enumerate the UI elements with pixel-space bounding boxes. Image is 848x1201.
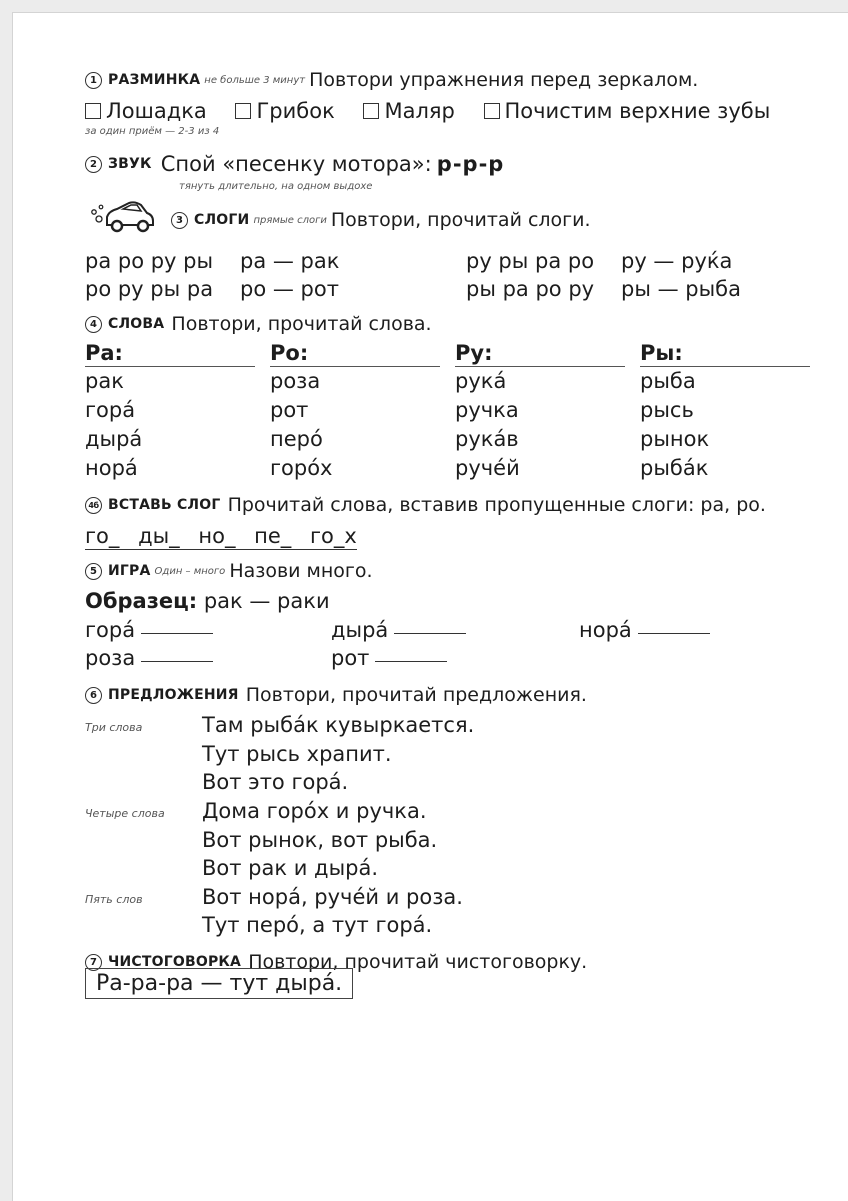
plural-item (331, 646, 447, 670)
word: рысь (640, 398, 694, 422)
section-2-header (85, 152, 504, 176)
answer-blank[interactable] (375, 660, 447, 662)
answer-blank[interactable] (141, 632, 213, 634)
plural-word: горá (85, 618, 136, 642)
section-instruction: Повтори, прочитай слова. (171, 313, 432, 335)
word: рукá (455, 369, 507, 393)
word: норá (85, 456, 138, 480)
fill-in-word[interactable]: го_ (85, 524, 120, 548)
section-1-header (85, 69, 698, 91)
word: горá (85, 398, 136, 422)
section-title: ЧИСТОГОВОРКА (108, 954, 242, 970)
section-number: 4 (85, 316, 102, 333)
section-instruction: Прочитай слова, вставив пропущенные слоги: ра, ро. (227, 494, 766, 516)
sample-text: рак — раки (203, 589, 330, 613)
section-title: СЛОВА (108, 316, 165, 332)
word: дырá (85, 427, 143, 451)
word: рукáв (455, 427, 519, 451)
car-icon (89, 197, 159, 237)
section-number: 3 (171, 212, 188, 229)
plural-word: роза (85, 646, 136, 670)
checklist-label: Почистим верхние зубы (504, 99, 771, 123)
plural-word: дырá (331, 618, 389, 642)
plural-word: рот (331, 646, 370, 670)
section-number: 7 (85, 954, 102, 971)
fill-in-words (85, 524, 357, 550)
plural-word: норá (579, 618, 632, 642)
word: рынок (640, 427, 710, 451)
sentence: Тут рысь храпит. (202, 742, 392, 766)
section-number: 2 (85, 156, 102, 173)
section-note: тянуть длительно, на одном выдохе (179, 181, 373, 192)
section-title: СЛОГИ (194, 212, 250, 228)
plural-item (85, 646, 213, 670)
fill-in-word[interactable]: го_х (309, 524, 357, 548)
word-column (270, 341, 440, 483)
checkbox[interactable] (363, 103, 379, 119)
section-title: ПРЕДЛОЖЕНИЯ (108, 687, 239, 703)
section-3-header (171, 209, 591, 231)
section-title: РАЗМИНКА (108, 72, 201, 88)
word: рак (85, 369, 124, 393)
word: ручка (455, 398, 519, 422)
section-note: прямые слоги (253, 214, 327, 226)
section-instruction: Повтори, прочитай слоги. (330, 209, 591, 231)
word-column (85, 341, 255, 483)
group-label: Четыре слова (85, 807, 165, 820)
syllable-row: ры ра ро ру (466, 277, 595, 301)
checklist-label: Лошадка (106, 99, 207, 123)
section-instruction: Повтори упражнения перед зеркалом. (309, 69, 699, 91)
section-subnote: за один приём — 2-3 из 4 (85, 126, 220, 137)
word-column (455, 341, 625, 483)
plural-item (579, 618, 710, 642)
syllable-pair: ро — рот (240, 277, 339, 301)
checklist-label: Маляр (384, 99, 455, 123)
group-label: Три слова (85, 721, 143, 734)
tongue-twister-box: Ра-ра-ра — тут дырá. (85, 968, 353, 999)
syllable-pair: ру — руќа (621, 249, 733, 273)
word: рыба (640, 369, 696, 393)
section-note: не больше 3 минут (204, 74, 306, 86)
sentence: Вот норá, ручéй и роза. (202, 885, 463, 909)
section-6-header (85, 684, 587, 706)
sentence: Дома горóх и ручка. (202, 799, 427, 823)
sample-line (85, 589, 330, 613)
word-column (640, 341, 810, 483)
fill-in-word[interactable]: ды_ (138, 524, 180, 548)
answer-blank[interactable] (638, 632, 710, 634)
checklist-item[interactable] (484, 99, 771, 123)
checklist-item[interactable] (363, 99, 454, 123)
word: ручéй (455, 456, 520, 480)
group-label: Пять слов (85, 893, 143, 906)
word: рыбáк (640, 456, 709, 480)
checklist-item[interactable] (235, 99, 334, 123)
sample-label: Образец: (85, 589, 198, 613)
section-title: ИГРА (108, 563, 151, 579)
checkbox[interactable] (235, 103, 251, 119)
plural-item (85, 618, 213, 642)
sentence: Там рыбáк кувыркается. (202, 713, 475, 737)
checklist-label: Грибок (256, 99, 335, 123)
section-instruction: Повтори, прочитай чистоговорку. (248, 951, 588, 973)
sentence: Вот рынок, вот рыба. (202, 828, 438, 852)
section-instruction: Спой «песенку мотора»: (160, 152, 432, 176)
section-title: ВСТАВЬ СЛОГ (108, 497, 221, 513)
column-header: Ру: (455, 341, 625, 367)
plural-item (331, 618, 466, 642)
section-title: ЗВУК (108, 156, 152, 172)
section-4b-header (85, 494, 766, 516)
fill-in-word[interactable]: но_ (198, 524, 236, 548)
sentence: Вот это горá. (202, 770, 349, 794)
word: горóх (270, 456, 333, 480)
syllable-row: ро ру ры ра (85, 277, 214, 301)
sentence: Тут перó, а тут горá. (202, 913, 433, 937)
fill-in-word[interactable]: пе_ (254, 524, 292, 548)
word: рот (270, 398, 309, 422)
column-header: Ро: (270, 341, 440, 367)
checkbox[interactable] (484, 103, 500, 119)
column-header: Ры: (640, 341, 810, 367)
syllable-row: ру ры ра ро (466, 249, 595, 273)
word: роза (270, 369, 321, 393)
syllable-pair: ры — рыба (621, 277, 741, 301)
answer-blank[interactable] (141, 660, 213, 662)
section-number: 6 (85, 687, 102, 704)
sentence: Вот рак и дырá. (202, 856, 379, 880)
exercise-checklist (85, 99, 770, 123)
answer-blank[interactable] (394, 632, 466, 634)
syllable-pair: ра — рак (240, 249, 340, 273)
word: перó (270, 427, 323, 451)
section-number: 5 (85, 563, 102, 580)
section-number: 1 (85, 72, 102, 89)
section-instruction: Назови много. (229, 560, 373, 582)
column-header: Ра: (85, 341, 255, 367)
checklist-item[interactable] (85, 99, 207, 123)
section-note: Один – много (154, 565, 226, 577)
section-5-header (85, 560, 373, 582)
checkbox[interactable] (85, 103, 101, 119)
section-number: 4б (85, 497, 102, 514)
worksheet-page (12, 12, 848, 1201)
section-4-header (85, 313, 432, 335)
syllable-row: ра ро ру ры (85, 249, 214, 273)
section-instruction: Повтори, прочитай предложения. (245, 684, 587, 706)
target-sound: р-р-р (436, 152, 505, 176)
